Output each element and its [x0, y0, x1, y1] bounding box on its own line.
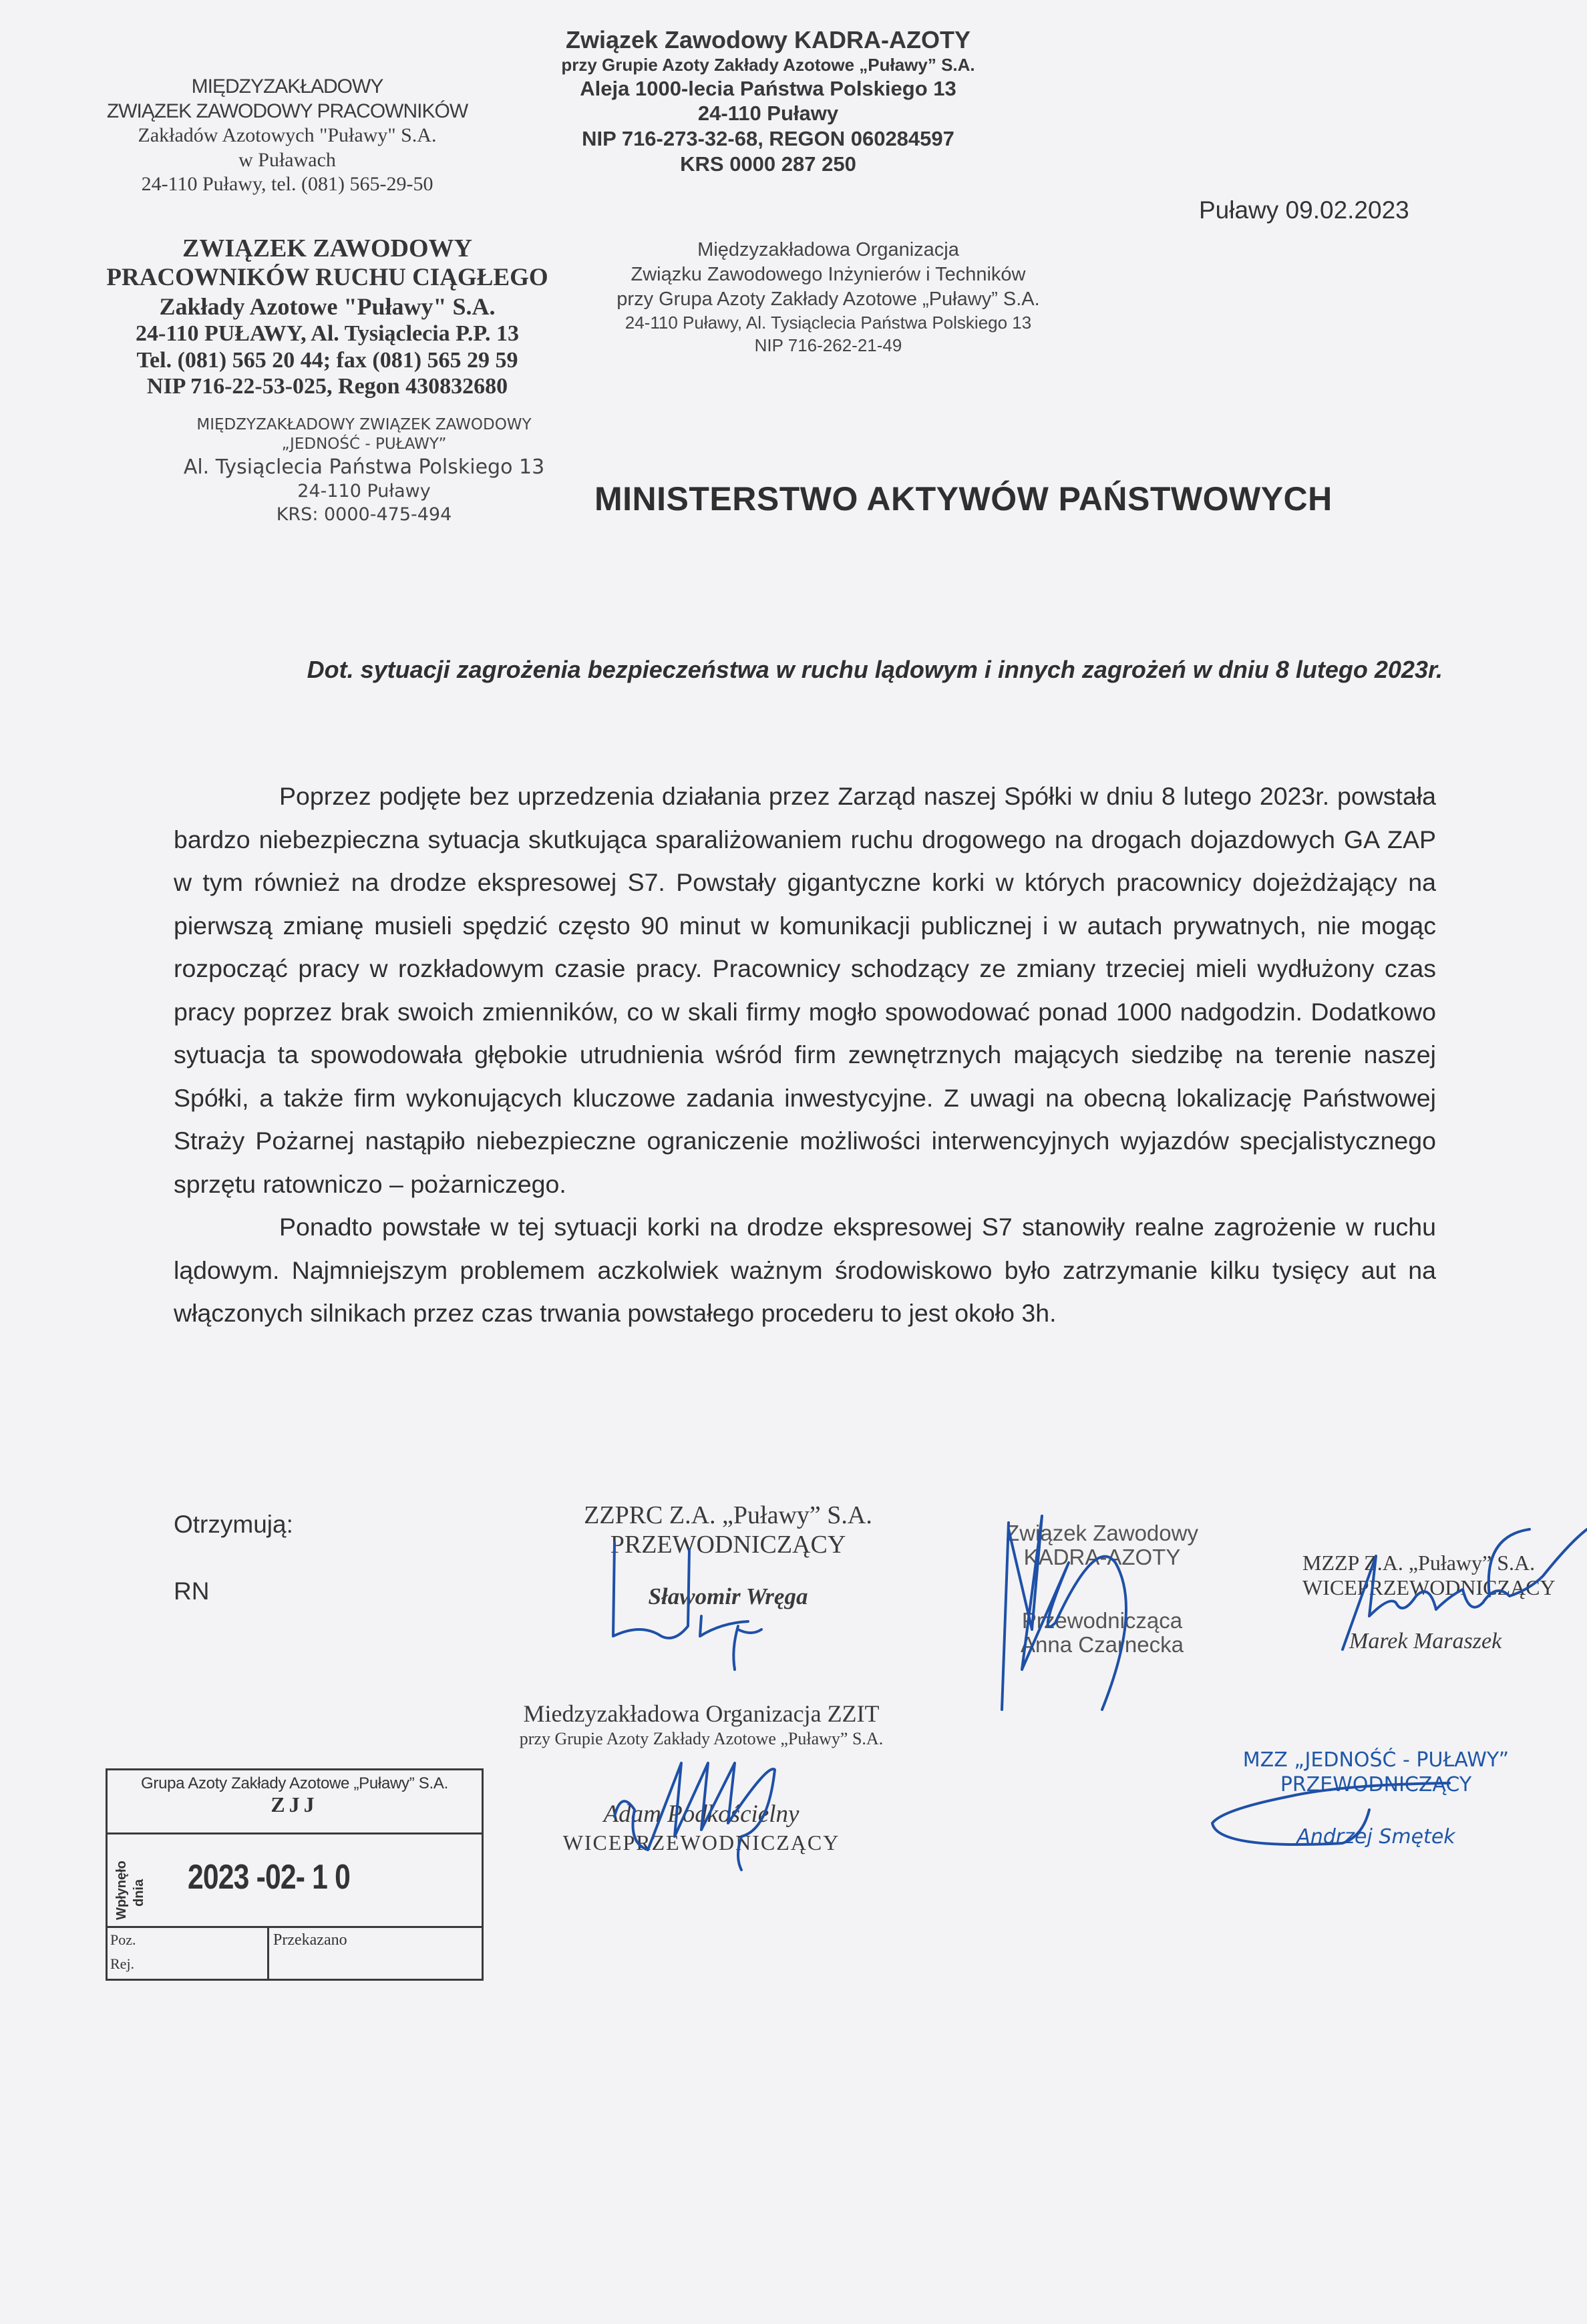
- stamp-line: NIP 716-262-21-49: [754, 335, 902, 355]
- stamp-line: Al. Tysiąclecia Państwa Polskiego 13: [183, 455, 545, 479]
- registry-poz-rej: [108, 1928, 269, 1980]
- subject-line: Dot. sytuacji zagrożenia bezpieczeństwa w ruchu lądowym i innych zagrożeń w dniu 8 lutego 2023r.: [307, 656, 1443, 683]
- stamp-line: Związek Zawodowy KADRA-AZOTY: [565, 26, 971, 53]
- stamp-line: NIP 716-273-32-68, REGON 060284597: [582, 127, 954, 151]
- stamp-line: przy Grupie Azoty Zakłady Azotowe „Puławy” S.A.: [561, 54, 975, 75]
- stamp-zzit-union: [588, 238, 1069, 357]
- recipients-label: Otrzymują:: [174, 1511, 293, 1538]
- stamp-line: MIĘDZYZAKŁADOWY: [191, 75, 383, 98]
- received-date: 2023 -02- 1 0: [188, 1858, 351, 1897]
- signature-name: Sławomir Wręga: [648, 1583, 808, 1610]
- signature-name: Marek Maraszek: [1349, 1628, 1502, 1654]
- recipient-item: RN: [174, 1577, 210, 1605]
- stamp-line: 24-110 PUŁAWY, Al. Tysiąclecia P.P. 13: [136, 321, 519, 346]
- signature-title: WICEPRZEWODNICZĄCY: [562, 1830, 840, 1855]
- signature-org: ZZPRC Z.A. „Puławy” S.A.: [584, 1501, 872, 1529]
- stamp-zzprc-union: [94, 234, 561, 400]
- stamp-line: 24-110 Puławy: [697, 102, 839, 126]
- signature-name: Anna Czarnecka: [1021, 1631, 1184, 1657]
- signature-name: Andrzej Smętek: [1296, 1825, 1455, 1849]
- stamp-line: „JEDNOŚĆ - PUŁAWY”: [281, 435, 447, 453]
- recipients-block: [174, 1511, 293, 1644]
- stamp-line: ZWIĄZEK ZAWODOWY PRACOWNIKÓW: [106, 100, 468, 122]
- body-paragraph: Ponadto powstałe w tej sytuacji korki na drodze ekspresowej S7 stanowiły realne zagrożenie w ruchu lądowym. Najmniejszym problemem aczkolwiek ważnym środowiskowo było zatrzymanie kilku tysięcy aut na włączonych silnikach przez czas trwania powstałego procederu to jest około 3h.: [174, 1213, 1436, 1327]
- stamp-line: Związku Zawodowego Inżynierów i Techników: [631, 264, 1026, 286]
- stamp-line: Międzyzakładowa Organizacja: [697, 239, 959, 260]
- stamp-line: KRS 0000 287 250: [680, 152, 856, 176]
- handwritten-signature-icon: [995, 1509, 1236, 1710]
- stamp-line: MIĘDZYZAKŁADOWY ZWIĄZEK ZAWODOWY: [196, 416, 532, 433]
- stamp-kadra-azoty: [534, 25, 1002, 177]
- signature-org-sub: przy Grupie Azoty Zakłady Azotowe „Puławy” S.A.: [519, 1729, 884, 1749]
- signature-org: KADRA-AZOTY: [1023, 1545, 1181, 1570]
- handwritten-signature-icon: [588, 1536, 761, 1670]
- letter-date: Puławy 09.02.2023: [1199, 196, 1409, 224]
- stamp-line: 24-110 Puławy, tel. (081) 565-29-50: [141, 173, 433, 196]
- signature-name: Adam Podkościelny: [603, 1800, 800, 1828]
- stamp-mzzp-union: [100, 75, 474, 197]
- received-label-line: Wpłynęło: [114, 1861, 129, 1920]
- addressee: MINISTERSTWO AKTYWÓW PAŃSTWOWYCH: [594, 480, 1333, 518]
- signature-org: MZZ „JEDNOŚĆ - PUŁAWY”: [1242, 1748, 1510, 1772]
- stamp-line: Zakładów Azotowych "Puławy" S.A.: [138, 124, 437, 147]
- stamp-line: NIP 716-22-53-025, Regon 430832680: [146, 374, 508, 399]
- stamp-line: Tel. (081) 565 20 44; fax (081) 565 29 59: [136, 347, 518, 373]
- stamp-line: przy Grupa Azoty Zakłady Azotowe „Puławy” S.A.: [616, 288, 1040, 311]
- poz-label: Poz.: [110, 1931, 136, 1948]
- received-label: [112, 1840, 158, 1921]
- stamp-line: 24-110 Puławy: [297, 481, 431, 502]
- registry-date-row: [108, 1834, 482, 1928]
- registry-company: Grupa Azoty Zakłady Azotowe „Puławy” S.A.: [141, 1774, 448, 1792]
- letter-body: [174, 775, 1436, 1335]
- signature-title: Przewodnicząca: [1021, 1607, 1183, 1633]
- registry-footer: [108, 1928, 482, 1980]
- body-paragraph: Poprzez podjęte bez uprzedzenia działania przez Zarząd naszej Spółki w dniu 8 lutego 2023r. powstała bardzo niebezpieczna sytuacja skutkująca sparaliżowaniem ruchu drogowego na drogach dojazdowych GA ZAP w tym również na drodze ekspresowej S7. Powstały gigantyczne korki w których pracownicy dojeżdżający na pierwszą zmianę musieli spędzić często 90 minut w komunikacji publicznej i w autach prywatnych, nie mogąc rozpocząć pracy w rozkładowym czasie pracy. Pracownicy schodzący ze zmiany trzeciej mieli wydłużony czas pracy poprzez brak swoich zmienników, co w skali firmy mogło spowodować ponad 1000 nadgodzin. Dodatkowo sytuacja ta spowodowała głębokie utrudnienia wśród firm zewnętrznych mających siedzibę na terenie naszej Spółki, a także firm wykonujących kluczowe zadania inwestycyjne. Z uwagi na obecną lokalizację Państwowej Straży Pożarnej nastąpiło niebezpieczne ograniczenie możliwości interwencyjnych wyjazdów specjalistycznego sprzętu ratowniczo – pożarniczego.: [174, 782, 1436, 1198]
- signature-org: Związek Zawodowy: [1006, 1521, 1198, 1545]
- registry-received-stamp: [106, 1768, 484, 1981]
- signature-org: MZZP Z.A. „Puławy” S.A.: [1302, 1551, 1536, 1575]
- registry-code: ZJJ: [271, 1792, 319, 1816]
- registry-header: [108, 1770, 482, 1834]
- signature-title: PRZEWODNICZĄCY: [610, 1530, 846, 1559]
- forwarded-label: Przekazano: [273, 1931, 347, 1949]
- stamp-line: ZWIĄZEK ZAWODOWY: [182, 234, 472, 262]
- handwritten-signature-icon: [608, 1750, 802, 1870]
- stamp-line: Zakłady Azotowe "Puławy" S.A.: [159, 293, 496, 320]
- stamp-line: PRACOWNIKÓW RUCHU CIĄGŁEGO: [106, 264, 548, 292]
- signature-title: WICEPRZEWODNICZĄCY: [1302, 1575, 1556, 1599]
- rej-label: Rej.: [110, 1955, 135, 1972]
- signature-title: PRZEWODNICZĄCY: [1280, 1772, 1472, 1796]
- stamp-jednosc-union: [164, 415, 564, 526]
- signature-org: Miedzyzakładowa Organizacja ZZIT: [523, 1700, 880, 1727]
- stamp-line: 24-110 Puławy, Al. Tysiąclecia Państwa Polskiego 13: [625, 313, 1032, 333]
- handwritten-signature-icon: [1329, 1516, 1587, 1663]
- stamp-line: KRS: 0000-475-494: [276, 504, 452, 525]
- stamp-line: w Puławach: [238, 148, 336, 171]
- handwritten-signature-icon: [1209, 1770, 1463, 1850]
- stamp-line: Aleja 1000-lecia Państwa Polskiego 13: [580, 76, 956, 100]
- received-label-line: dnia: [132, 1879, 146, 1907]
